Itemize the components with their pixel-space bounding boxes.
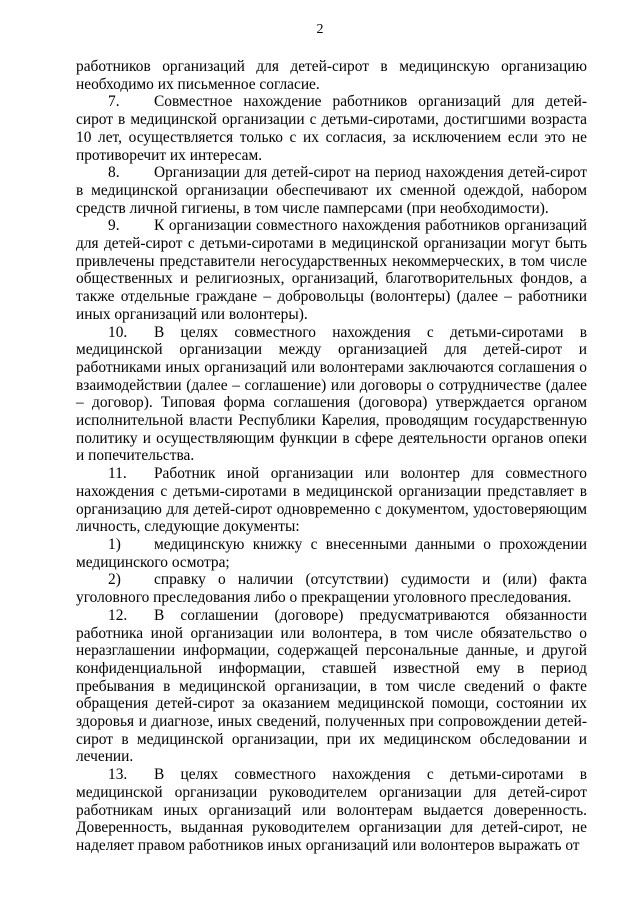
paragraph-8 [76,164,587,217]
paragraph-number: 8. [108,164,120,182]
sub-item-number: 2) [108,571,121,589]
paragraph-text: работников организаций для детей-сирот в медицинскую организацию необходимо их письменное согласие. [76,58,587,93]
paragraph-number: 7. [108,93,120,111]
document-body [76,58,587,855]
paragraph-number: 12. [108,606,128,624]
sub-item-text: справку о наличии (отсутствии) судимости и (или) факта уголовного преследования либо о прекращении уголовного преследования. [76,571,587,607]
paragraph-number: 10. [108,323,128,341]
sub-item-number: 1) [108,535,121,553]
paragraph-number: 13. [108,766,128,784]
paragraph-text: В целях совместного нахождения с детьми-сиротами в медицинской организации между организацией для детей-сирот и работниками иных организаций или волонтерами заключаются соглашения о взаимодействии (далее – соглашение) или договоры о сотрудничестве (далее – договор). Типовая форма соглашения (договора) утверждается органом исполнительной власти Республики Карелия, проводящим государственную политику и осуществляющим функции в сфере деятельности органов опеки и попечительства. [76,323,587,465]
paragraph-number: 9. [108,217,120,235]
paragraph-text: В целях совместного нахождения с детьми-сиротами в медицинской организации руководителем организации для детей-сирот работникам иных организаций или волонтерам выдается доверенность. Доверенность, выданная руководителем организации для детей-сирот, не наделяет правом работников иных организаций или волонтеров выражать от [76,766,587,854]
paragraph-text: Организации для детей-сирот на период нахождения детей-сирот в медицинской организации обеспечивают их сменной одеждой, набором средств личной гигиены, в том числе памперсами (при необходимости). [76,164,587,217]
paragraph-9 [76,217,587,323]
paragraph-10 [76,324,587,466]
paragraph-number: 11. [108,465,127,483]
paragraph-11 [76,465,587,536]
sub-item-1 [76,536,587,571]
sub-item-2 [76,571,587,606]
paragraph-7 [76,93,587,164]
paragraph-text: Работник иной организации или волонтер для совместного нахождения с детьми-сиротами в медицинской организации представляет в организацию для детей-сирот одновременно с документом, удостоверяющим личность, следующие документы: [76,465,587,536]
paragraph-continuation [76,58,587,93]
paragraph-text: В соглашении (договоре) предусматриваются обязанности работника иной организации или волонтера, в том числе обязательство о неразглашении информации, содержащей персональные данные, и другой конфиденциальной информации, ставшей известной ему в период пребывания в медицинской организации, в том числе сведений о факте обращения детей-сирот за оказанием медицинской помощи, состоянии их здоровья и диагнозе, иных сведений, полученных при сопровождении детей-сирот в медицинской организации, при их медицинском обследовании и лечении. [76,606,587,766]
paragraph-13 [76,766,587,855]
paragraph-12 [76,607,587,766]
page-number: 2 [316,22,324,37]
paragraph-text: Совместное нахождение работников организаций для детей-сирот в медицинской организации с детьми-сиротами, достигшими возраста 10 лет, осуществляется только с их согласия, за исключением если это не противоречит их интересам. [76,93,587,164]
sub-item-text: медицинскую книжку с внесенными данными о прохождении медицинского осмотра; [76,535,587,571]
paragraph-text: К организации совместного нахождения работников организаций для детей-сирот с детьми-сиротами в медицинской организации могут быть привлечены представители негосударственных некоммерческих, в том числе общественных и религиозных, организаций, благотворительных фондов, а также отдельные граждане – добровольцы (волонтеры) (далее – работники иных организаций или волонтеры). [76,217,587,323]
